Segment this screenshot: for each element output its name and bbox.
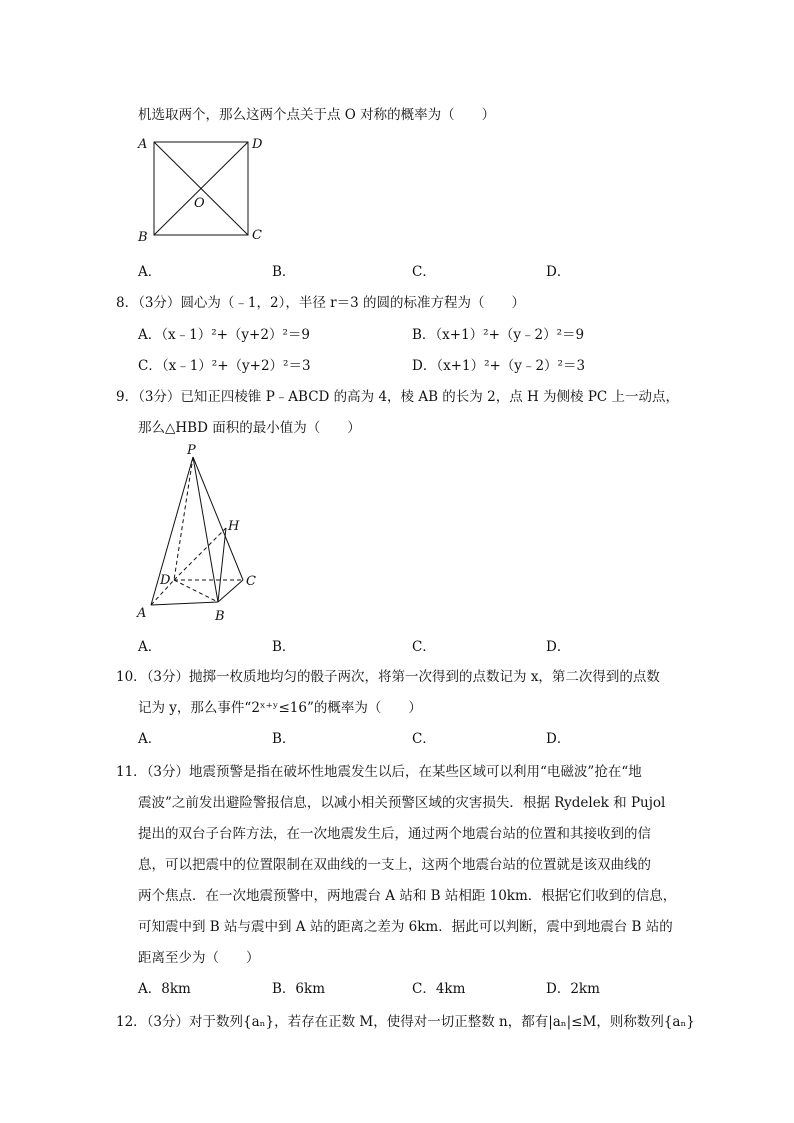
q8-score: （3分） (138, 295, 181, 311)
q8-option-b: B．（x+1）²+（y﹣2）²＝9 (412, 327, 585, 343)
edge-bc (218, 580, 243, 602)
q8-option-a: A．（x﹣1）²+（y+2）²＝9 (138, 327, 310, 343)
label-c: C (252, 228, 262, 243)
edge-ab (151, 602, 218, 605)
label-c: C (246, 574, 256, 589)
label-o: O (194, 196, 205, 211)
q11-number: 11． (116, 764, 147, 780)
q11-stem-line-5: 两个焦点．在一次地震预警中，两地震台 A 站和 B 站相距 10km．根据它们收到的信息， (138, 888, 677, 904)
label-a: A (137, 606, 147, 621)
q10-stem-1: 抛掷一枚质地均匀的骰子两次，将第一次得到的点数记为 x，第二次得到的点数 (189, 669, 660, 685)
q9-option-a: A． (138, 639, 162, 655)
q12-number: 12． (116, 1014, 147, 1030)
edge-dh (174, 528, 226, 580)
label-b: B (215, 609, 225, 622)
q10-option-a: A． (138, 731, 162, 747)
q10-option-d: D． (546, 731, 571, 747)
q10-stem-line-1 (116, 665, 660, 685)
label-d: D (252, 137, 263, 152)
q11-stem-line-1 (116, 760, 642, 780)
q9-option-d: D． (546, 639, 571, 655)
label-p: P (187, 443, 196, 458)
q9-score: （3分） (138, 389, 181, 405)
q9-number: 9． (116, 389, 139, 405)
q11-stem-line-4: 息，可以把震中的位置限制在双曲线的一支上，这两个地震台站的位置就是该双曲线的 (138, 857, 651, 873)
q7-stem-continuation: 机选取两个，那么这两个点关于点 O 对称的概率为（ ） (138, 107, 496, 123)
q11-stem-1: 地震预警是指在破坏性地震发生以后，在某些区域可以利用“电磁波”抢在“地 (189, 764, 642, 780)
q8-number: 8． (116, 295, 139, 311)
q9-stem-line-2: 那么△HBD 面积的最小值为（ ） (138, 420, 361, 436)
q10-number: 10． (116, 669, 147, 685)
q10-option-c: C． (412, 731, 436, 747)
edge-db (174, 580, 218, 602)
q12-score: （3分） (146, 1014, 190, 1030)
q7-option-c: C． (412, 264, 436, 280)
q11-stem-line-6: 可知震中到 B 站与震中到 A 站的距离之差为 6km．据此可以判断，震中到地震台 B 站的 (138, 919, 673, 935)
q11-stem-line-2: 震波”之前发出避险警报信息，以减小相关预警区域的灾害损失．根据 Rydelek 和 Pujol (138, 795, 666, 811)
q8-option-c: C．（x﹣1）²+（y+2）²＝3 (138, 358, 311, 374)
q10-score: （3分） (146, 669, 190, 685)
edge-hb (218, 528, 226, 602)
q11-option-c: C．4km (412, 981, 466, 997)
q10-stem-line-2: 记为 y，那么事件“2ˣ⁺ʸ≤16”的概率为（ ） (138, 700, 422, 716)
q11-score: （3分） (146, 764, 190, 780)
q8-option-d: D．（x+1）²+（y﹣2）²＝3 (412, 358, 586, 374)
q9-option-b: B． (272, 639, 296, 655)
q11-option-a: A．8km (138, 981, 191, 997)
edge-pd (174, 457, 193, 580)
label-a: A (138, 137, 148, 152)
label-h: H (228, 519, 240, 534)
label-b: B (138, 230, 148, 244)
q7-option-d: D． (546, 264, 571, 280)
q10-option-b: B． (272, 731, 296, 747)
q8-stem-line (116, 291, 525, 311)
q11-option-b: B．6km (272, 981, 325, 997)
q7-option-b: B． (272, 264, 296, 280)
q9-stem-1: 已知正四棱锥 P﹣ABCD 的高为 4，棱 AB 的长为 2，点 H 为侧棱 PC 上一动点， (180, 389, 680, 405)
q8-stem: 圆心为（﹣1，2），半径 r＝3 的圆的标准方程为（ ） (180, 295, 525, 311)
q7-square-figure (130, 132, 270, 244)
q9-option-c: C． (412, 639, 436, 655)
q11-stem-line-7: 距离至少为（ ） (138, 950, 260, 966)
q7-option-a: A． (138, 264, 162, 280)
q9-pyramid-figure (130, 440, 265, 622)
q11-option-d: D．2km (546, 981, 600, 997)
q12-stem-line-1 (116, 1010, 695, 1030)
q11-stem-line-3: 提出的双台子台阵方法，在一次地震发生后，通过两个地震台站的位置和其接收到的信 (138, 826, 651, 842)
q12-stem: 对于数列{aₙ}，若存在正数 M，使得对一切正整数 n，都有|aₙ|≤M，则称数列{aₙ} (189, 1014, 695, 1030)
q9-stem-line-1 (116, 385, 679, 405)
label-d: D (160, 573, 171, 588)
